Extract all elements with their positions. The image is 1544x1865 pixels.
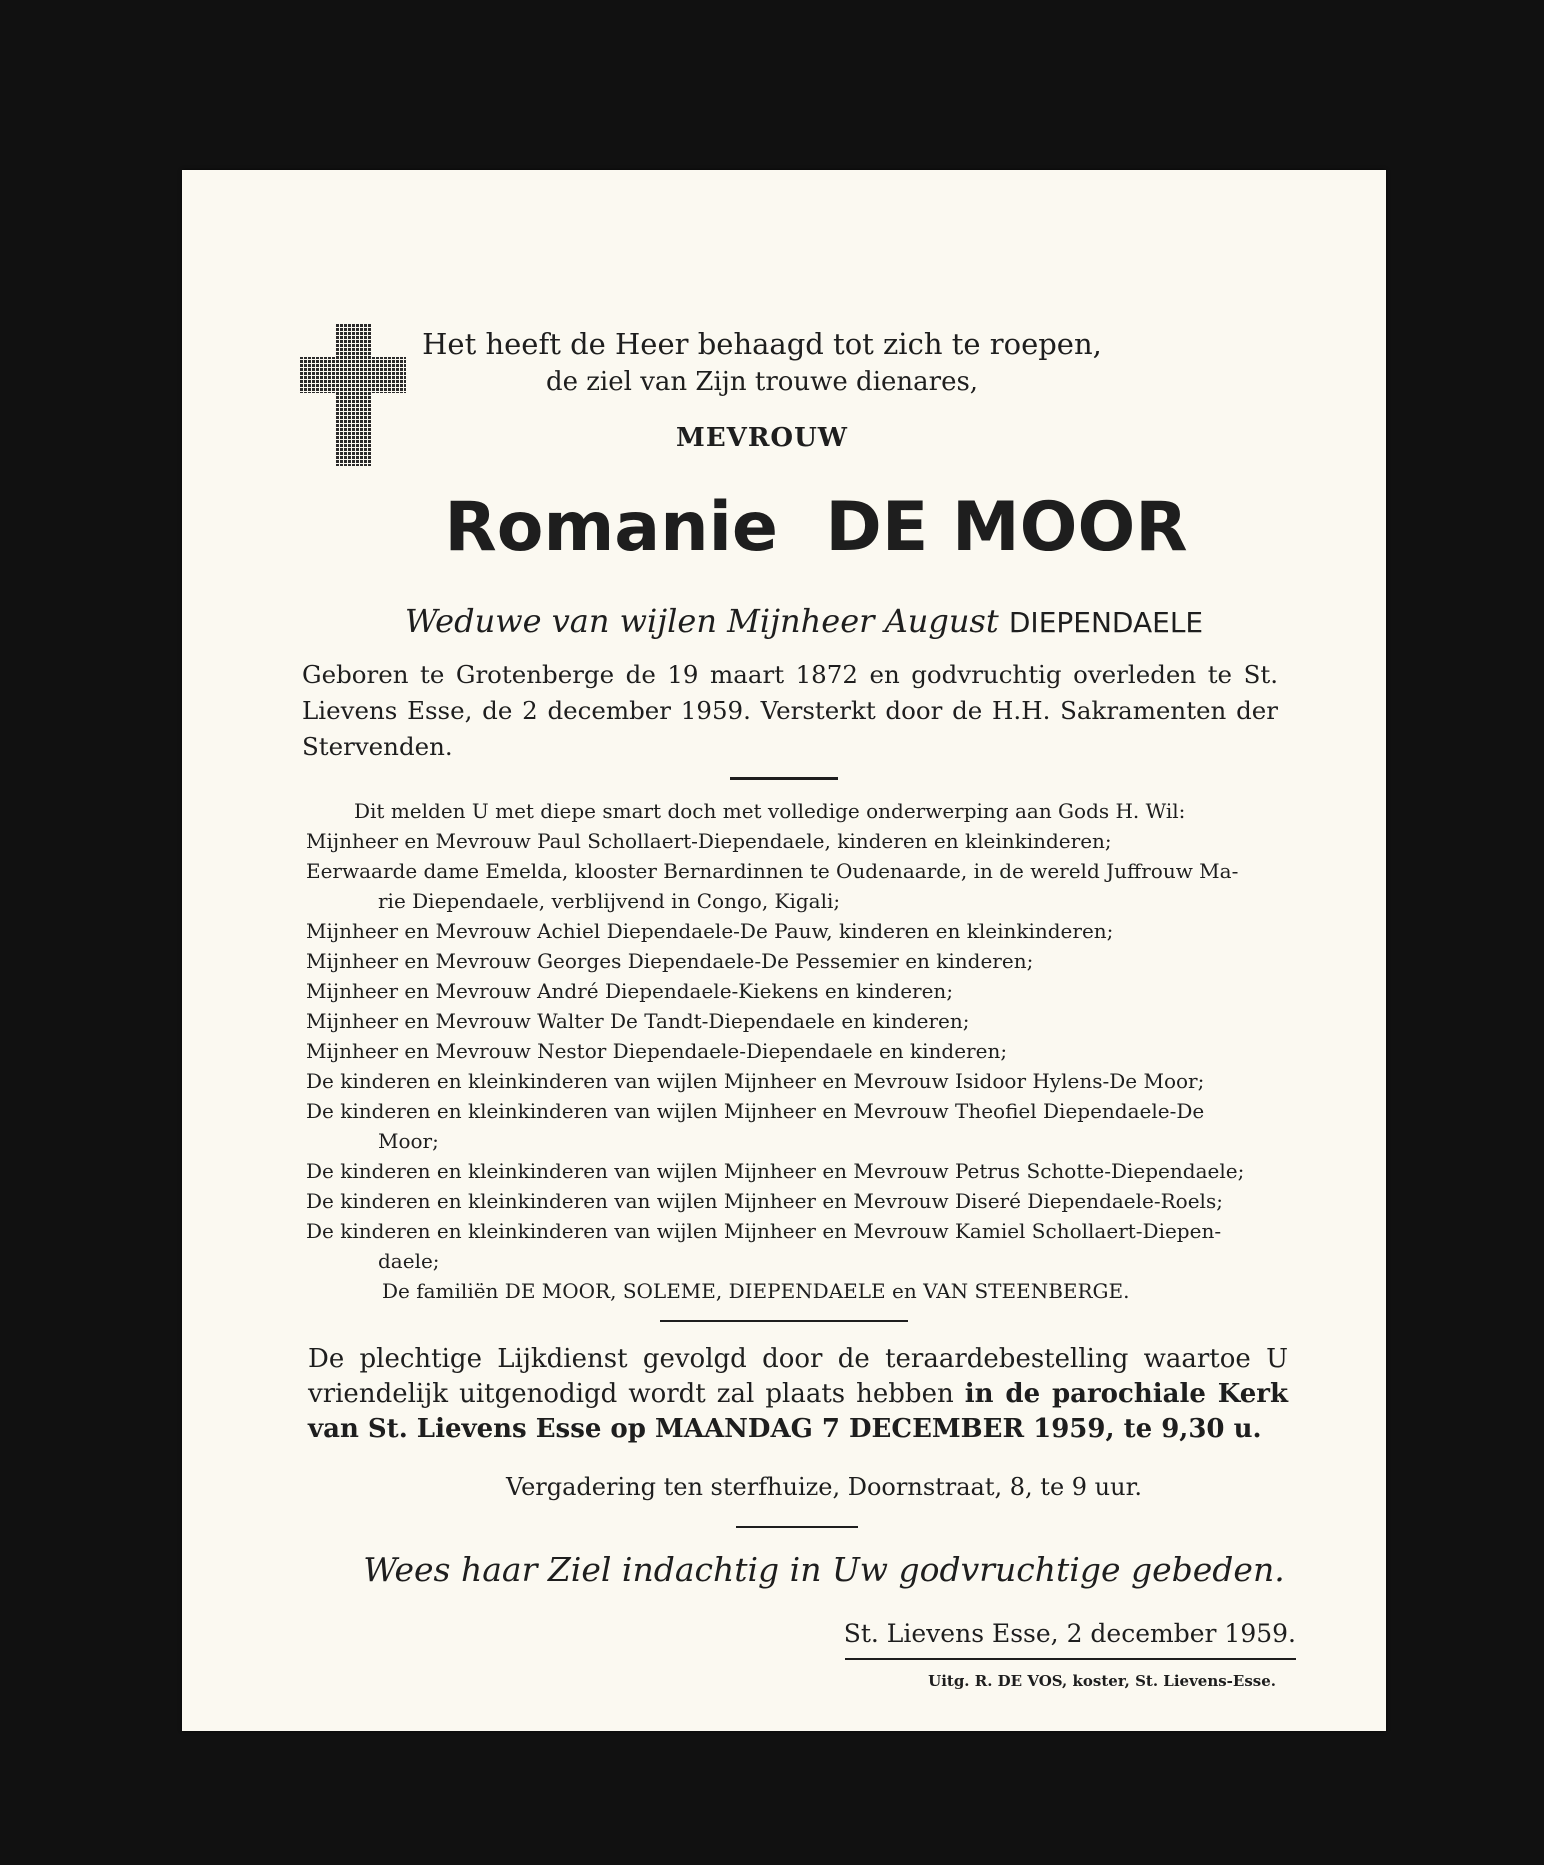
death-notice-card — [182, 170, 1386, 1731]
mourner-row: De kinderen en kleinkinderen van wijlen Mijnheer en Mevrouw Kamiel Schollaert-Diepen- — [306, 1219, 1222, 1243]
families-line: De familiën DE MOOR, SOLEME, DIEPENDAELE en VAN STEENBERGE. — [382, 1279, 1130, 1303]
mourner-row: Mijnheer en Mevrouw Walter De Tandt-Diependaele en kinderen; — [306, 1009, 970, 1033]
birth-death-text: Geboren te Grotenberge de 19 maart 1872 en godvruchtig overleden te St. Lievens Esse, de 2 december 1959. Versterkt door de H.H. Sakramenten der Stervenden. — [302, 660, 1278, 761]
mourner-row: De kinderen en kleinkinderen van wijlen Mijnheer en Mevrouw Diseré Diependaele-Roels; — [306, 1189, 1223, 1213]
mourner-row: Mijnheer en Mevrouw Georges Diependaele-De Pessemier en kinderen; — [306, 949, 1034, 973]
service-announcement — [308, 1342, 1288, 1447]
mourner-row: De kinderen en kleinkinderen van wijlen Mijnheer en Mevrouw Isidoor Hylens-De Moor; — [306, 1069, 1205, 1093]
mourner-row: daele; — [378, 1249, 440, 1273]
mourners-intro: Dit melden U met diepe smart doch met volledige onderwerping aan Gods H. Wil: — [354, 799, 1186, 823]
service-location-time: in de parochiale Kerk van St. Lievens Esse op MAANDAG 7 DECEMBER 1959, te 9,30 u. — [308, 1379, 1289, 1444]
mourner-row: Moor; — [378, 1129, 439, 1153]
widow-prefix: Weduwe van wijlen Mijnheer August — [404, 602, 999, 640]
divider-4 — [845, 1658, 1296, 1660]
honorific: MEVROUW — [676, 423, 848, 453]
service-text: De plechtige Lijkdienst gevolgd door de teraardebestelling waartoe U vriendelijk uitgenodigd wordt zal plaats hebben — [308, 1344, 1288, 1409]
mourner-row: rie Diependaele, verblijvend in Congo, Kigali; — [378, 889, 841, 913]
deceased-first-name: Romanie — [444, 488, 779, 567]
deceased-name — [214, 488, 1418, 567]
widow-line — [202, 602, 1406, 640]
meeting-line: Vergadering ten sterfhuize, Doornstraat, 8, te 9 uur. — [505, 1473, 1143, 1501]
mourner-row: Mijnheer en Mevrouw Paul Schollaert-Diependaele, kinderen en kleinkinderen; — [306, 829, 1112, 853]
divider-2 — [660, 1320, 908, 1322]
intro-line-1: Het heeft de Heer behaagd tot zich te roepen, — [422, 327, 1102, 361]
widow-surname: DIEPENDAELE — [1008, 606, 1204, 639]
intro-line-2: de ziel van Zijn trouwe dienares, — [545, 367, 979, 397]
mourner-row: Eerwaarde dame Emelda, klooster Bernardinnen te Oudenaarde, in de wereld Juffrouw Ma- — [306, 859, 1239, 883]
printer-credit: Uitg. R. DE VOS, koster, St. Lievens-Esse. — [928, 1672, 1276, 1690]
mourner-row: De kinderen en kleinkinderen van wijlen Mijnheer en Mevrouw Theofiel Diependaele-De — [306, 1099, 1205, 1123]
mourner-row: Mijnheer en Mevrouw Achiel Diependaele-De Pauw, kinderen en kleinkinderen; — [306, 919, 1114, 943]
prayer-line: Wees haar Ziel indachtig in Uw godvruchtige gebeden. — [363, 1550, 1285, 1589]
mourner-row: Mijnheer en Mevrouw Nestor Diependaele-Diependaele en kinderen; — [306, 1039, 1008, 1063]
deceased-last-name: DE MOOR — [825, 488, 1188, 567]
place-date: St. Lievens Esse, 2 december 1959. — [843, 1619, 1296, 1648]
mourner-row: De kinderen en kleinkinderen van wijlen Mijnheer en Mevrouw Petrus Schotte-Diependaele; — [306, 1159, 1245, 1183]
mourner-rows — [306, 826, 1312, 1276]
mourners-list — [306, 796, 1312, 1306]
divider-3 — [736, 1526, 858, 1528]
mourner-row: Mijnheer en Mevrouw André Diependaele-Kiekens en kinderen; — [306, 979, 954, 1003]
divider-1 — [730, 777, 838, 780]
